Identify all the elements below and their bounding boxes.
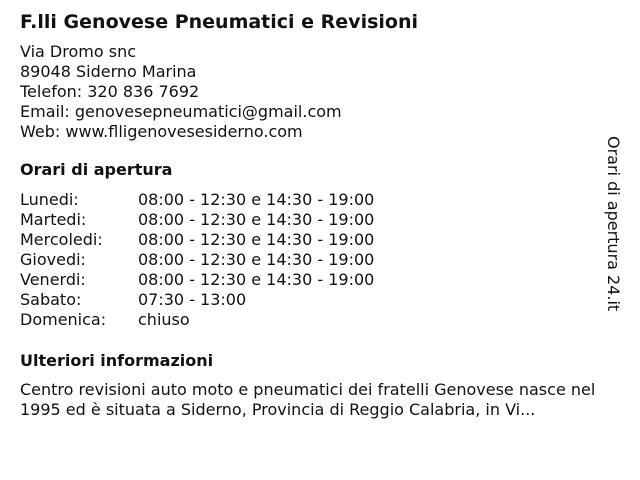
time-value: 08:00 - 12:30 e 14:30 - 19:00 (138, 230, 375, 249)
brand-watermark: Orari di apertura 24.it (604, 136, 623, 312)
phone-line: Telefon: 320 836 7692 (20, 82, 200, 101)
email-line: Email: genovesepneumatici@gmail.com (20, 102, 342, 121)
business-name: F.lli Genovese Pneumatici e Revisioni (20, 11, 418, 33)
day-label: Mercoledi: (20, 230, 103, 249)
time-value: 07:30 - 13:00 (138, 290, 247, 309)
day-label: Venerdi: (20, 270, 86, 289)
more-info-text: Centro revisioni auto moto e pneumatici dei fratelli Genovese nasce nel 1995 ed è situata a Siderno, Provincia di Reggio Calabria, in Vi... (20, 380, 596, 419)
day-label: Martedi: (20, 210, 87, 229)
city-line: 89048 Siderno Marina (20, 62, 197, 81)
hours-row-friday (20, 270, 374, 290)
day-label: Domenica: (20, 310, 107, 329)
opening-hours-heading: Orari di apertura (20, 160, 173, 179)
time-value: 08:00 - 12:30 e 14:30 - 19:00 (138, 250, 375, 269)
time-value: 08:00 - 12:30 e 14:30 - 19:00 (138, 270, 375, 289)
contact-block (20, 42, 610, 142)
address-line: Via Dromo snc (20, 42, 136, 61)
opening-hours-table (20, 190, 374, 330)
day-label: Giovedi: (20, 250, 86, 269)
business-card (20, 10, 610, 420)
time-value: 08:00 - 12:30 e 14:30 - 19:00 (138, 190, 375, 209)
hours-row-sunday (20, 310, 374, 330)
hours-row-thursday (20, 250, 374, 270)
day-label: Sabato: (20, 290, 82, 309)
time-value: chiuso (138, 310, 190, 329)
hours-row-saturday (20, 290, 374, 310)
more-info-heading: Ulteriori informazioni (20, 351, 214, 370)
web-line: Web: www.flligenovesesiderno.com (20, 122, 303, 141)
hours-row-monday (20, 190, 374, 210)
hours-row-wednesday (20, 230, 374, 250)
time-value: 08:00 - 12:30 e 14:30 - 19:00 (138, 210, 375, 229)
day-label: Lunedi: (20, 190, 79, 209)
hours-row-tuesday (20, 210, 374, 230)
